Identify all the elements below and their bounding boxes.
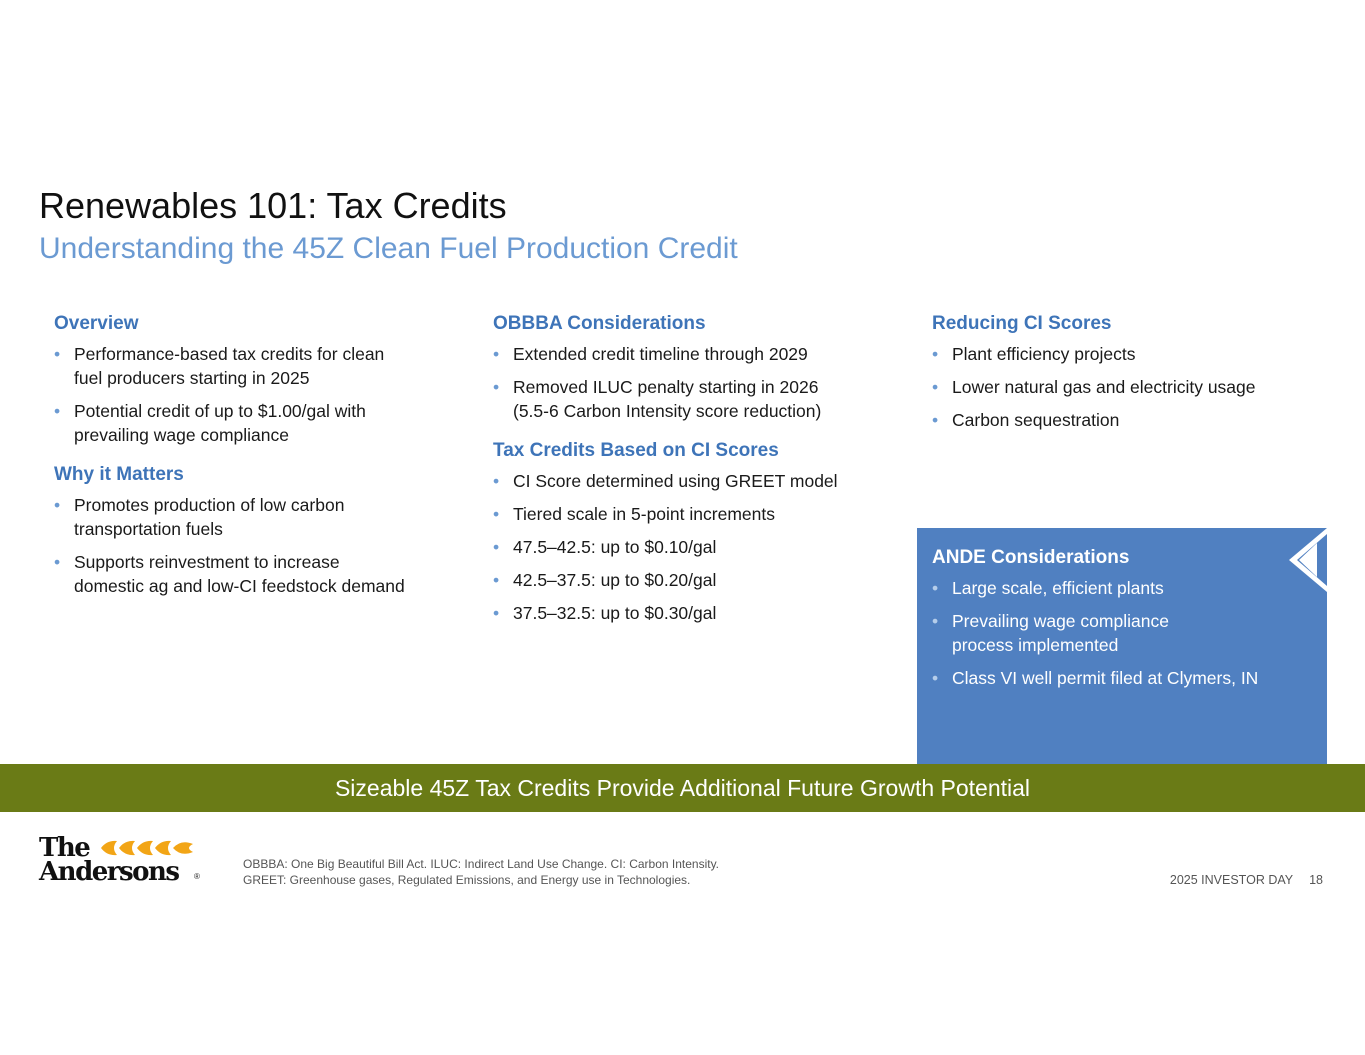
list-item: • Large scale, efficient plants: [932, 576, 1312, 600]
list-item: • Removed ILUC penalty starting in 2026 (5.5-6 Carbon Intensity score reduction): [493, 375, 893, 423]
andersons-logo: [39, 833, 200, 890]
list-item: • Class VI well permit filed at Clymers, IN: [932, 666, 1312, 690]
page-subtitle: Understanding the 45Z Clean Fuel Production Credit: [39, 232, 738, 265]
why-it-matters-heading: Why it Matters: [54, 464, 184, 485]
list-item: • Plant efficiency projects: [932, 342, 1312, 366]
list-item: • 47.5–42.5: up to $0.10/gal: [493, 535, 893, 559]
list-item: • Lower natural gas and electricity usage: [932, 375, 1312, 399]
list-item: • Performance-based tax credits for clean fuel producers starting in 2025: [54, 342, 454, 390]
column-overview: [54, 310, 454, 607]
list-item: • Extended credit timeline through 2029: [493, 342, 893, 366]
footer-info: [1170, 873, 1323, 887]
footnote-line: OBBBA: One Big Beautiful Bill Act. ILUC: Indirect Land Use Change. CI: Carbon Intensity.: [243, 857, 720, 871]
overview-heading: Overview: [54, 313, 139, 334]
logo-text-line1: The: [39, 833, 90, 863]
footnote: [243, 856, 719, 888]
list-item: • Tiered scale in 5-point increments: [493, 502, 893, 526]
obbba-heading: OBBBA Considerations: [493, 313, 706, 334]
footnote-line: GREET: Greenhouse gases, Regulated Emissions, and Energy use in Technologies.: [243, 873, 691, 887]
list-item: • 42.5–37.5: up to $0.20/gal: [493, 568, 893, 592]
logo-text-line2: Andersons: [39, 857, 179, 887]
page-title: Renewables 101: Tax Credits: [39, 185, 507, 226]
why-it-matters-list: [54, 493, 454, 598]
list-item: • Carbon sequestration: [932, 408, 1312, 432]
ande-considerations-box: [917, 528, 1327, 764]
page-number: 18: [1309, 873, 1323, 887]
reducing-ci-list: [932, 342, 1312, 432]
ande-list: [932, 576, 1312, 690]
tax-credits-ci-list: [493, 469, 893, 625]
list-item: • CI Score determined using GREET model: [493, 469, 893, 493]
list-item: • Potential credit of up to $1.00/gal with prevailing wage compliance: [54, 399, 454, 447]
list-item: • Promotes production of low carbon transportation fuels: [54, 493, 454, 541]
wheat-icon: [101, 838, 193, 858]
list-item: • Prevailing wage compliance process implemented: [932, 609, 1312, 657]
registered-mark: ®: [194, 872, 200, 881]
column-obbba: [493, 310, 893, 634]
list-item: • Supports reinvestment to increase domestic ag and low-CI feedstock demand: [54, 550, 454, 598]
column-reducing-ci: [932, 310, 1312, 441]
obbba-list: [493, 342, 893, 423]
growth-banner: Sizeable 45Z Tax Credits Provide Additional Future Growth Potential: [0, 764, 1365, 812]
ande-heading: ANDE Considerations: [932, 547, 1130, 568]
list-item: • 37.5–32.5: up to $0.30/gal: [493, 601, 893, 625]
overview-list: [54, 342, 454, 447]
ande-content: [932, 544, 1312, 699]
tax-credits-ci-heading: Tax Credits Based on CI Scores: [493, 440, 779, 461]
event-label: 2025 INVESTOR DAY: [1169, 873, 1294, 887]
reducing-ci-heading: Reducing CI Scores: [932, 313, 1112, 334]
